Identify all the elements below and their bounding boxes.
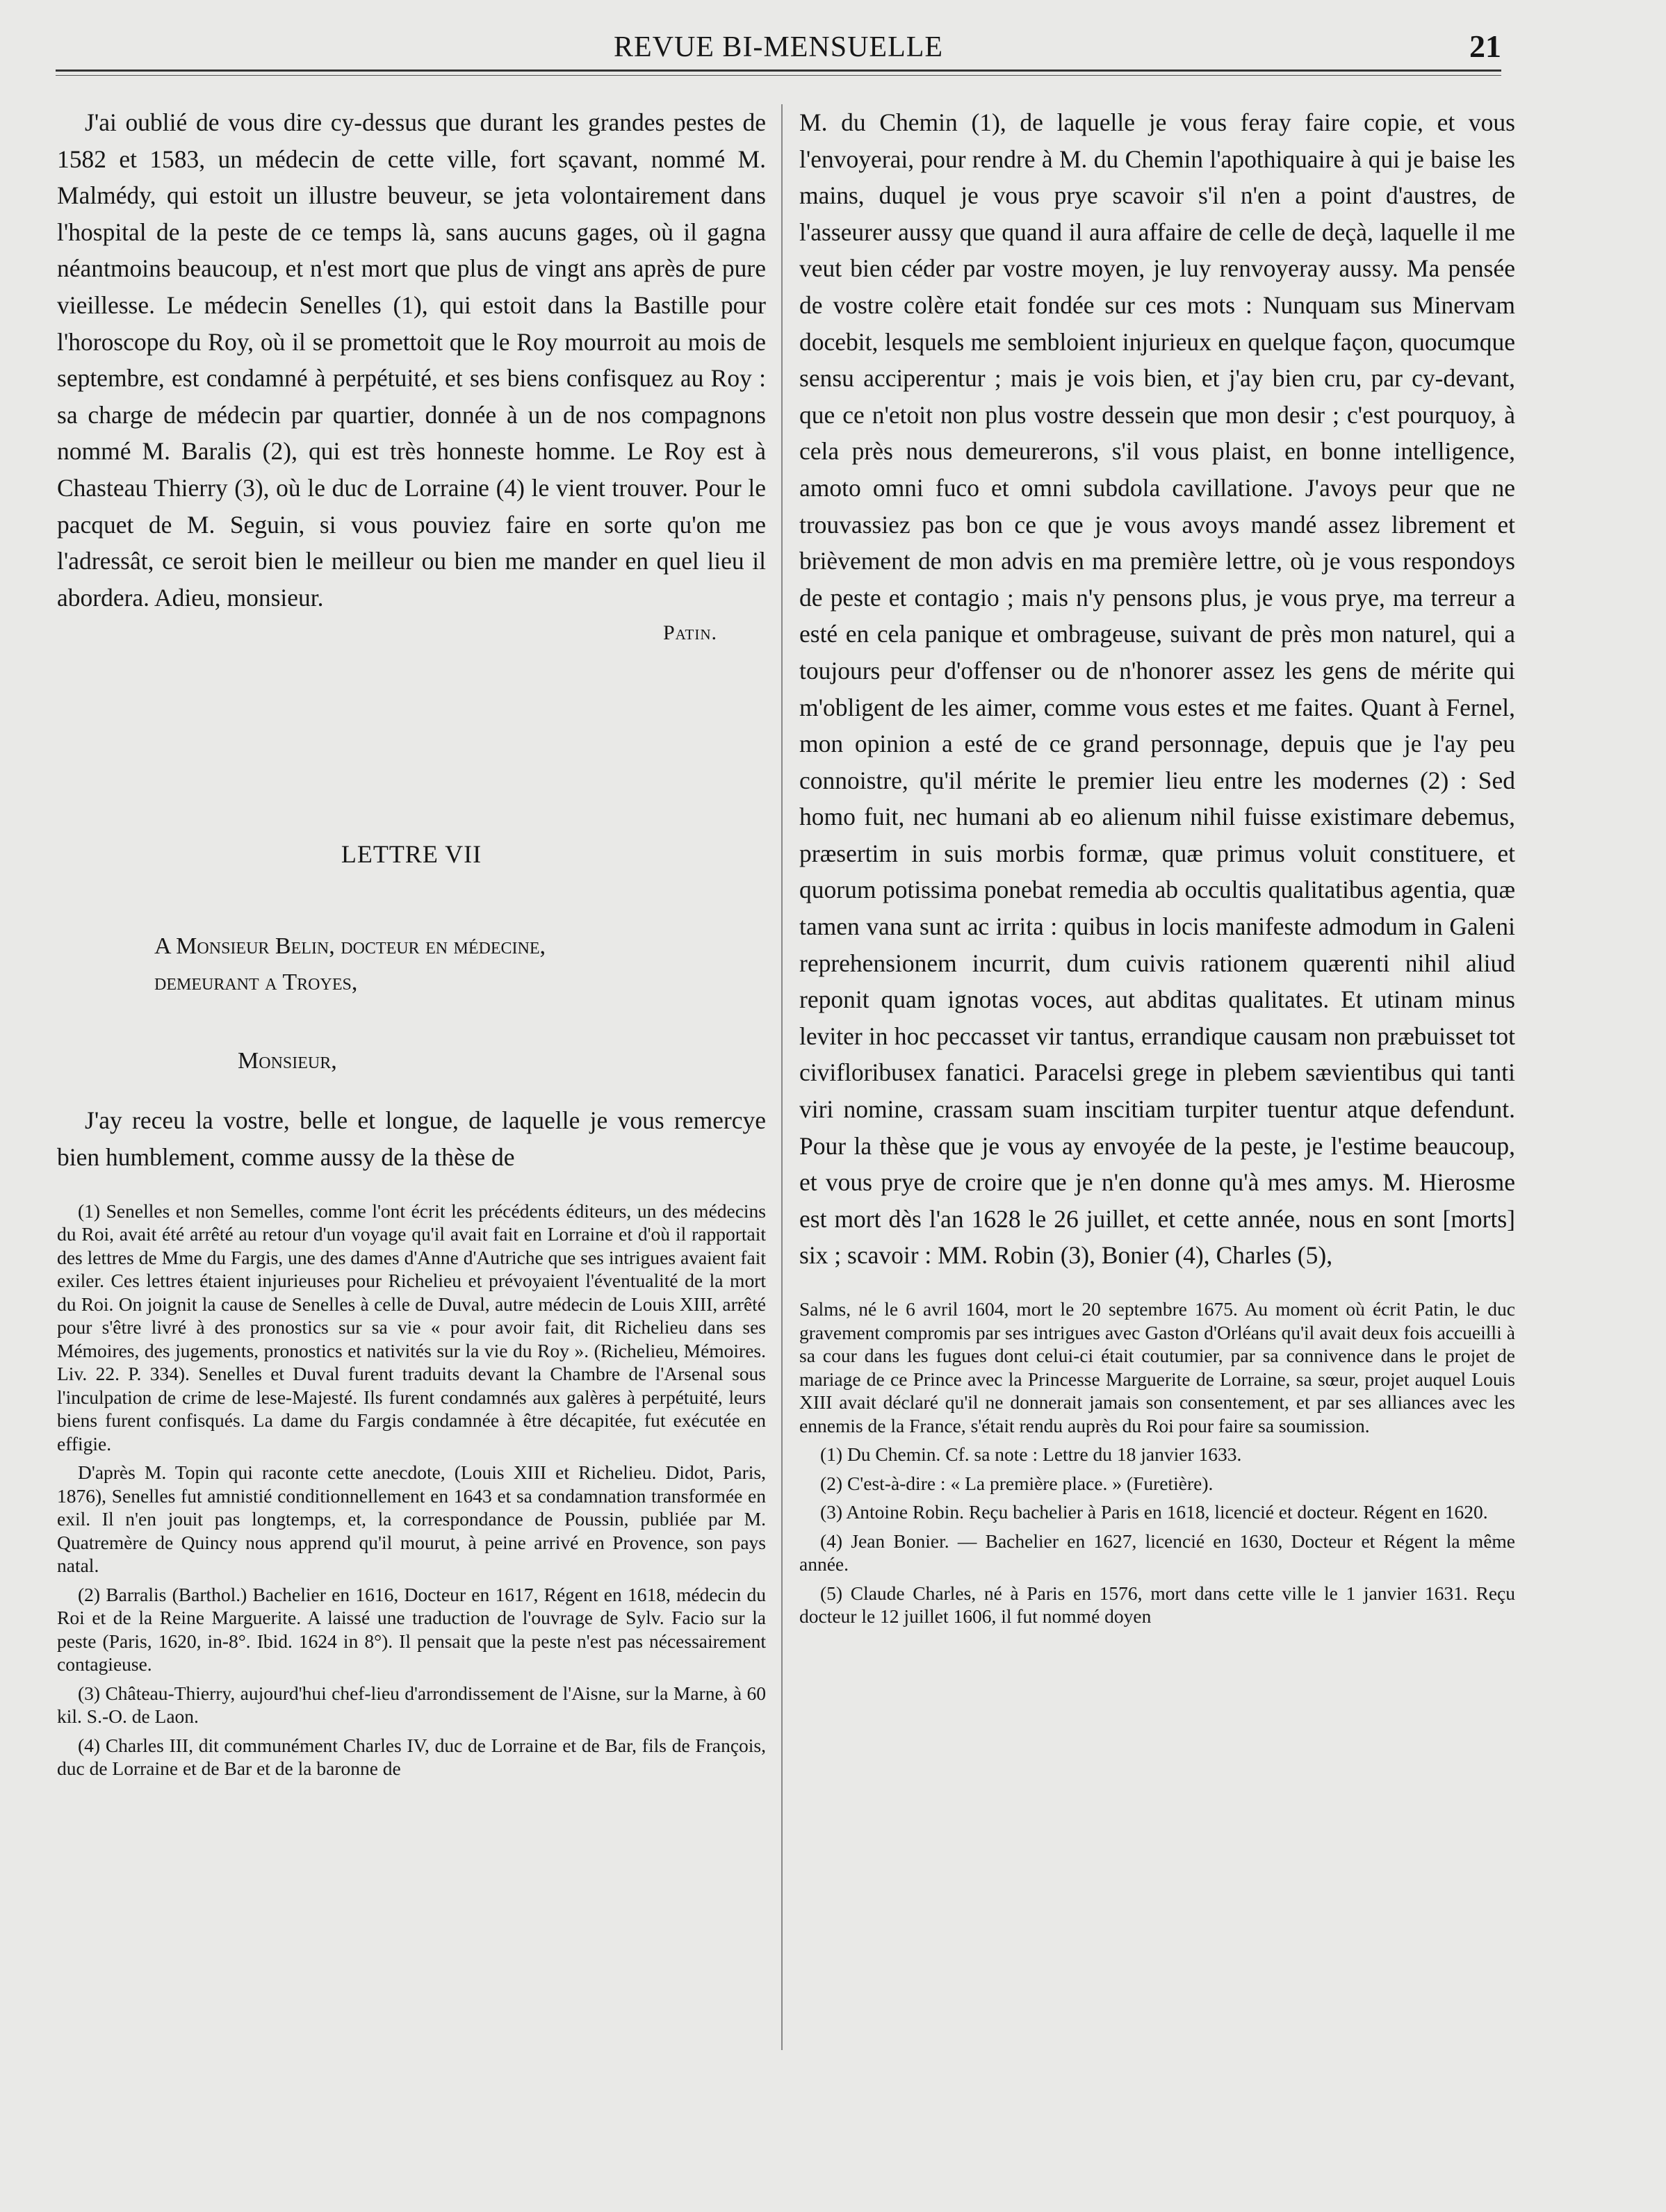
closing-paragraph: J'ai oublié de vous dire cy-dessus que durant les grandes pestes de 1582 et 1583, un médecin de cette ville, fort sçavant, nommé M. Malmédy, qui estoit un illustre beuveur, se jeta volontairement dans l'hospital de la peste de ce temps là, sans aucuns gages, où il gagna néantmoins beaucoup, et n'est mort que plus de vingt ans après de pure vieillesse. Le médecin Senelles (1), qui estoit dans la Bastille pour l'horoscope du Roy, où il se promettoit que le Roy mourroit au mois de septembre, est condamné à perpétuité, et ses biens confisquez au Roy : sa charge de médecin par quartier, donnée à un de nos compagnons nommé M. Baralis (2), qui est très honneste homme. Le Roy est à Chasteau Thierry (3), où le duc de Lorraine (4) le vient trouver. Pour le pacquet de M. Seguin, si vous pouviez faire en sorte qu'on me l'adressât, ce seroit bien le meilleur ou bien me mander en quel lieu il abordera. Adieu, monsieur. — [57, 108, 766, 612]
page-number: 21 — [1469, 28, 1501, 64]
salutation: Monsieur, — [238, 1048, 337, 1074]
letter-opening-paragraph: J'ay receu la vostre, belle et longue, de laquelle je vous remercye bien humblement, comme aussy de la thèse de — [57, 1106, 766, 1171]
footnote: (1) Senelles et non Semelles, comme l'ont écrit les précédents éditeurs, un des médecins du Roi, avait été arrêté au retour d'un voyage qu'il avait fait en Lorraine et d'où il rapportait des lettres de Mme du Fargis, une des dames d'Anne d'Autriche que ses intrigues avaient fait exiler. Ces lettres étaient injurieuses pour Richelieu et prévoyaient l'éventualité de la mort du Roi. On joignit la cause de Senelles à celle de Duval, autre médecin de Louis XIII, arrêté pour s'être livré à des pronostics sur sa vie « pour avoir fait, dit Richelieu dans ses Mémoires, des jugements, pronostics et nativités sur la vie du Roy ». (Richelieu, Mémoires. Liv. 22. P. 334). Senelles et Duval furent traduits devant la Chambre de l'Arsenal sous l'inculpation de crime de lese-Majesté. Ils furent condamnés aux galères à perpétuité, leurs biens furent confisqués. La dame du Fargis condamnée à être décapitée, fut exécutée en effigie. — [57, 1199, 766, 1455]
right-column — [799, 104, 1515, 1634]
footnote: (3) Antoine Robin. Reçu bachelier à Paris en 1618, licencié et docteur. Régent en 1620. — [820, 1501, 1488, 1523]
header-rule — [56, 69, 1501, 72]
letter-address — [57, 928, 766, 1001]
footnotes-right — [799, 1297, 1515, 1628]
running-header — [56, 26, 1501, 68]
journal-title: REVUE BI-MENSUELLE — [613, 31, 944, 63]
footnote: (4) Jean Bonier. — Bachelier en 1627, licencié en 1630, Docteur et Régent la même année. — [799, 1530, 1515, 1575]
footnote: (3) Château-Thierry, aujourd'hui chef-lieu d'arrondissement de l'Aisne, sur la Marne, à 60 kil. S.-O. de Laon. — [57, 1682, 766, 1727]
column-divider — [781, 104, 783, 2050]
address-line-2: demeurant a Troyes, — [154, 969, 358, 996]
footnote-continuation: Salms, né le 6 avril 1604, mort le 20 septembre 1675. Au moment où écrit Patin, le duc gravement compromis par ses intrigues avec Gaston d'Orléans qu'il avait deux fois accueilli à sa cour dans les fugues dont celui-ci était coutumier, par sa connivence dans le projet de mariage de ce Prince avec la Princesse Marguerite de Lorraine, sa sœur, projet auquel Louis XIII avait déclaré qu'il ne donnerait jamais son consentement, et par ses alliances avec les ennemis de la France, s'était rendu auprès du Roi pour faire sa soumission. — [799, 1298, 1515, 1436]
signature: Patin. — [662, 621, 717, 645]
header-rule-thin — [56, 75, 1501, 76]
footnote: (4) Charles III, dit communément Charles IV, duc de Lorraine et de Bar, fils de François, duc de Lorraine et de Bar et de la baronne de — [57, 1734, 766, 1779]
footnotes-left — [57, 1199, 766, 1780]
footnote: (2) C'est-à-dire : « La première place. » (Furetière). — [820, 1472, 1214, 1494]
letter-continuation-paragraph: M. du Chemin (1), de laquelle je vous feray faire copie, et vous l'envoyerai, pour rendre à M. du Chemin l'apothiquaire à qui je baise les mains, duquel je vous prye scavoir s'il n'en a point d'austres, de l'asseurer aussy que quand il aura affaire de celle de deçà, laquelle il me veut bien céder par vostre moyen, je luy renvoyeray aussy. Ma pensée de vostre colère etait fondée sur ces mots : Nunquam sus Minervam docebit, lesquels me sembloient injurieux en quelque façon, quocumque sensu acciperentur ; mais je vois bien, et j'ay bien cru, par cy-devant, que ce n'etoit non plus vostre dessein que mon desir ; c'est pourquoy, à cela près nous demeurerons, s'il vous plaist, en bonne intelligence, amoto omni fuco et omni subdola cavillatione. J'avoys peur que ne trouvassiez pas bon ce que je vous avoys mandé assez librement et brièvement de mon advis en ma première lettre, où je vous respondoys de peste et contagio ; mais n'y pensons plus, je vous prye, ma terreur a esté en cela panique et ombrageuse, suivant de près mon naturel, qui a toujours peur d'offenser ou de n'honorer assez les gens de mérite qui m'obligent de les aimer, comme vous estes et me faites. Quant à Fernel, mon opinion a esté de ce grand personnage, depuis que je l'ay peu connoistre, qu'il mérite le premier lieu entre les modernes (2) : Sed homo fuit, nec humani ab eo alienum nihil fuisse existimare debemus, præsertim in suis morbis formæ, quæ primus voluit constituere, et quorum potissima ponebat remedia ab occultis qualitatibus agentia, quæ tamen vana sunt ac irrita : quibus in locis manifeste admodum in Galeni reprehensionem incurrit, dum cuivis rationem quærenti nihil aliud reponit quam ignotas voces, aut abditas qualitates. Et utinam minus leviter in hoc peccasset vir tantus, errandique causam non præbuisset tot civifloribusex fanatici. Paracelsi grege in plebem sævientibus qui tanti viri nomine, crassam suam inscitiam turpiter tuentur atque defendunt. Pour la thèse que je vous ay envoyée de la peste, je l'estime beaucoup, et vous prye de croire que je n'en donne qu'à mes amys. M. Hierosme est mort dès l'an 1628 le 26 juillet, et cette année, nous en sont [morts] six ; scavoir : MM. Robin (3), Bonier (4), Charles (5), — [799, 108, 1515, 1270]
letter-title: LETTRE VII — [341, 840, 482, 869]
left-column — [57, 104, 766, 1786]
footnote: D'après M. Topin qui raconte cette anecdote, (Louis XIII et Richelieu. Didot, Paris, 1876), Senelles fut amnistié conditionnellement en 1643 et sa condamnation transformée en exil. Il n'en jouit pas longtemps, et, la correspondance de Poussin, publiée par M. Quatremère de Quincy nous apprend qu'il mourut, à peine arrivé en Provence, son pays natal. — [57, 1461, 766, 1576]
footnote: (5) Claude Charles, né à Paris en 1576, mort dans cette ville le 1 janvier 1631. Reçu docteur le 12 juillet 1606, il fut nommé doyen — [799, 1582, 1515, 1627]
footnote: (2) Barralis (Barthol.) Bachelier en 1616, Docteur en 1617, Régent en 1618, médecin du Roi et de la Reine Marguerite. A laissé une traduction de l'ouvrage de Sylv. Facio sur la peste (Paris, 1620, in-8°. Ibid. 1624 in 8°). Il pensait que la peste n'est pas nécessairement contagieuse. — [57, 1583, 766, 1675]
address-line-1: A Monsieur Belin, docteur en médecine, — [154, 933, 546, 960]
footnote: (1) Du Chemin. Cf. sa note : Lettre du 18 janvier 1633. — [820, 1443, 1242, 1465]
